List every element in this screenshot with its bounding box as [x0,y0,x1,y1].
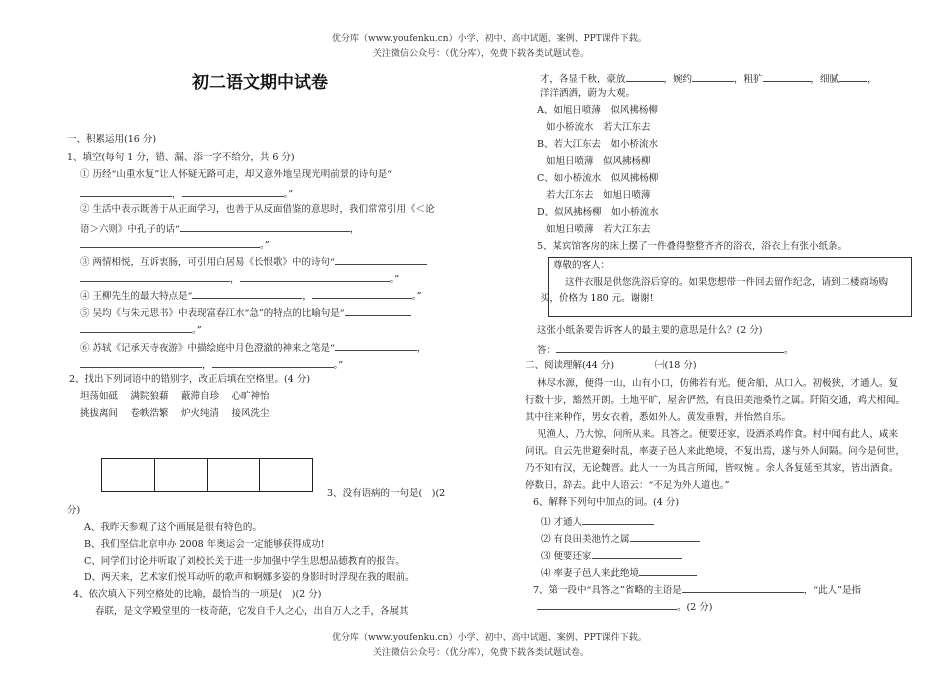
q1-item-1-answer: ， 。” [80,186,293,201]
q1-item-6-b: ， 。” [80,357,343,372]
answer-blank[interactable] [682,582,804,593]
q2-word-row-1: 坦荡如砥 满院狼藉 蔽滞自珍 心旷神怡 [80,391,270,402]
passage-line-2: 行数十步，豁然开朗。土地平旷，屋舍俨然，有良田美池桑竹之属。阡陌交通，鸡犬相闻。 [525,395,906,406]
answer-blank[interactable] [212,357,334,368]
q1-item-2: ② 生活中表示既善于从正面学习，也善于从反面借鉴的意思时，我们常常引用《＜论 [80,204,435,215]
answer-blank[interactable] [763,71,811,82]
answer-blank[interactable] [839,71,867,82]
q1-item-6: ⑥ 苏轼《记承天寺夜游》中描绘庭中月色澄澈的神来之笔是“ ， [80,340,426,355]
answer-blank[interactable] [335,254,427,265]
answer-blank[interactable] [80,322,192,333]
q4-option-d-2: 如旭日喷薄 若大江东去 [546,224,651,235]
q6-item-2: ⑵ 有良田美池竹之属 [541,531,700,546]
answer-blank[interactable] [335,340,417,351]
header-line-2: 关注微信公众号：（优分库），免费下载各类试题试卷。 [373,49,590,59]
q1-item-4: ④ 王柳先生的最大特点是“ ， 。” [80,288,422,303]
question-5: 5、某宾馆客房的床上摆了一件叠得整整齐齐的浴衣，浴衣上有张小纸条。 [537,241,848,252]
q4-option-a-1: A、如旭日喷薄 似风拂杨柳 [537,105,658,116]
question-3-points: 分) [67,505,81,516]
q4-option-c-2: 若大江东去 如旭日喷薄 [546,190,651,201]
q4-passage: 春联，是文学殿堂里的一枝奇葩，它发自千人之心，出自万人之手，各展其 [95,606,409,617]
answer-blank[interactable] [345,305,411,316]
answer-blank[interactable] [182,186,284,197]
answer-cell[interactable] [102,459,155,491]
passage-line-5: 问讯。自云先世避秦时乱，率妻子邑人来此绝境，不复出焉，遂与外人间隔。问今是何世， [525,446,906,457]
answer-blank[interactable] [80,271,230,282]
q6-item-4: ⑷ 率妻子邑人来此绝境 [541,565,697,580]
q4-option-c-1: C、如小桥流水 似风拂杨柳 [537,173,659,184]
header-line-1: 优分库（www.youfenku.cn）小学、初中、高中试题、案例、PPT课件下载。 [332,34,647,44]
q3-option-a: A、我昨天参观了这个画展是很有特色的。 [84,522,262,533]
question-6: 6、解释下列句中加点的词。(4 分) [533,497,680,508]
q1-item-5: ⑤ 吴均《与朱元思书》中表现富春江水“急”的特点的比喻句是“ [80,305,411,320]
q6-item-3: ⑶ 便要还家 [541,548,682,563]
question-7: 7、第一段中“具答之”省略的主语是 ，“此人”是指 [533,582,861,597]
q4-passage-cont: 才，各显千秋，豪放 ，婉约 ，粗犷 ，细腻 ， [540,71,877,86]
q3-option-b: B、我们坚信北京申办 2008 年奥运会一定能够获得成功! [84,539,325,550]
question-4: 4、依次填入下列空格处的比喻，最恰当的一项是( )(2 分) [73,589,322,600]
q5-question: 这张小纸条要告诉客人的最主要的意思是什么？(2 分) [537,325,763,336]
answer-cell[interactable] [260,459,312,491]
passage-line-6: 乃不知有汉，无论魏晋。此人一一为具言所闻，皆叹惋 。余人各复延至其家，皆出酒食。 [525,463,899,474]
answer-blank[interactable] [582,514,654,525]
passage-line-4: 见渔人，乃大惊，问所从来。具答之。便要还家，设酒杀鸡作食。村中闻有此人，咸来 [537,429,899,440]
answer-blank[interactable] [692,71,734,82]
q4-option-b-2: 如旭日喷薄 似风拂杨柳 [546,156,651,167]
question-1: 1、填空(每句 1 分，错、漏、添一字不给分，共 6 分) [67,152,295,163]
q1-item-3-b: ， 。” [80,271,399,286]
note-body-2: 买，价格为 180 元。谢谢! [540,293,654,304]
note-body-1: 这件衣服是供您洗浴后穿的。如果您想带一件回去留作纪念，请到二楼商场购 [565,277,889,288]
q5-answer: 答： 。 [537,342,794,357]
q3-option-c: C、同学们讨论并听取了刘校长关于进一步加强中学生思想品德教育的报告。 [84,556,405,567]
answer-cell[interactable] [155,459,208,491]
answer-cell[interactable] [208,459,261,491]
q1-item-2-c: 。” [80,237,270,252]
answer-blank[interactable] [537,599,677,610]
question-7-b: 。(2 分) [537,599,712,614]
answer-blank[interactable] [80,186,172,197]
section-1-heading: 一、积累运用(16 分) [67,134,157,145]
q6-item-1: ⑴ 才通人 [541,514,654,529]
answer-blank[interactable] [80,357,202,368]
footer-line-2: 关注微信公众号：（优分库），免费下载各类试题试卷。 [373,648,590,658]
passage-line-7: 停数日，辞去。此中人语云：“不足为外人道也。” [525,480,730,491]
answer-blank[interactable] [240,271,390,282]
answer-blank[interactable] [626,71,664,82]
q4-option-b-1: B、若大江东去 如小桥流水 [537,139,658,150]
q3-option-d: D、两天来，艺术家们悦耳动听的歌声和婀娜多姿的身影时时浮现在我的眼前。 [84,572,415,583]
q2-word-row-2: 挑拔离间 卷帙浩繁 炉火纯清 接风洗尘 [80,408,270,419]
question-2: 2、找出下列词语中的错别字，改正后填在空格里。(4 分) [69,374,311,385]
q4-option-d-1: D、似风拂杨柳 如小桥流水 [537,207,659,218]
q1-item-2-b: 语＞六则》中孔子的话“ ， [80,221,359,236]
q1-item-3: ③ 两情相悦，互诉衷肠，可引用白居易《长恨歌》中的诗句“ [80,254,427,269]
question-3: 3、没有语病的一句是( )(2 [327,488,446,499]
answer-blank[interactable] [80,237,260,248]
q1-item-5-b: 。” [80,322,202,337]
footer-line-1: 优分库（www.youfenku.cn）小学、初中、高中试题、案例、PPT课件下载。 [332,633,647,643]
q4-option-a-2: 如小桥流水 若大江东去 [546,122,651,133]
answer-blank[interactable] [192,288,302,299]
q2-answer-grid [101,458,313,492]
page-title: 初二语文期中试卷 [192,73,328,93]
passage-line-1: 林尽水源，便得一山，山有小口，仿佛若有光。便舍船，从口入。初极狭，才通人。复 [537,378,899,389]
answer-blank[interactable] [180,221,350,232]
answer-blank[interactable] [312,288,412,299]
answer-blank[interactable] [592,548,682,559]
answer-blank[interactable] [639,565,697,576]
note-greeting: 尊敬的客人： [553,260,611,271]
section-2-sub: ㈠(18 分) [655,360,697,371]
section-2-heading: 二、阅读理解(44 分) [525,360,615,371]
passage-line-3: 其中往来种作，男女衣着，悉如外人。黄发垂髫，并怡然自乐。 [525,412,792,423]
answer-blank[interactable] [556,342,784,353]
q1-item-1: ① 历经“山重水复”让人怀疑无路可走，却又意外地呈现光明前景的诗句是“ [80,169,393,180]
answer-blank[interactable] [630,531,700,542]
q4-passage-end: 洋洋洒洒，蔚为大观。 [540,88,636,99]
